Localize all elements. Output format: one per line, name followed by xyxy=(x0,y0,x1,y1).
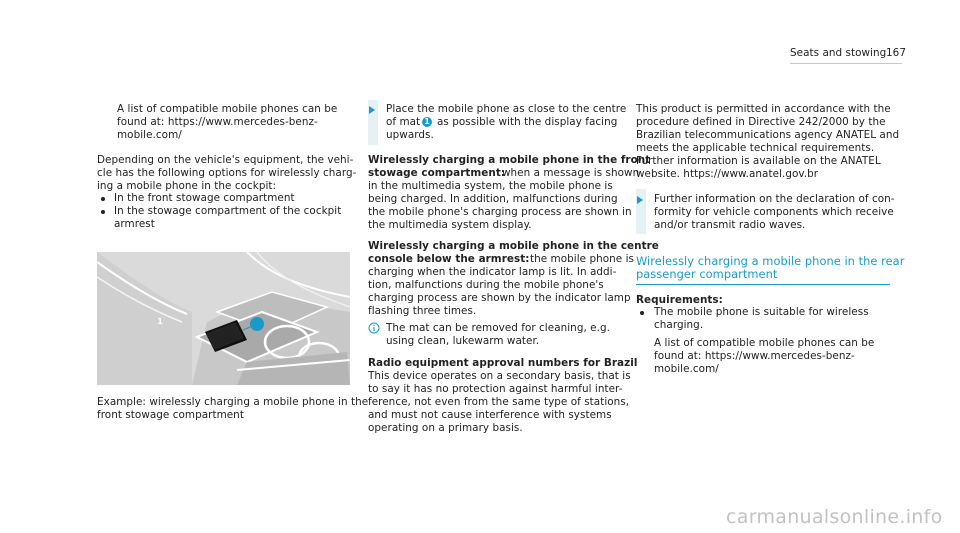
intro-text-1: Depending on the vehicle's equipment, the vehi- xyxy=(97,154,354,166)
brazil-body-4: and must not cause interference with systems xyxy=(368,409,612,421)
running-header: Seats and stowing xyxy=(790,47,887,59)
stowage-compartment-figure xyxy=(97,252,350,385)
compat-text-1: A list of compatible mobile phones can be xyxy=(117,103,338,115)
header-rule xyxy=(790,63,902,64)
front-body-first: when a message is shown xyxy=(502,167,640,179)
step-text-1: Place the mobile phone as close to the centre xyxy=(386,103,627,115)
anatel-text-2: procedure defined in Directive 242/2000 by the xyxy=(636,116,886,128)
figure-callout-1: 1 xyxy=(157,317,163,326)
figure-caption-1: Example: wirelessly charging a mobile phone in the xyxy=(97,396,369,408)
heading-brazil: Radio equipment approval numbers for Brazil xyxy=(368,357,638,369)
heading-armrest-2: console below the armrest: xyxy=(368,253,530,265)
note-text-2: using clean, lukewarm water. xyxy=(386,335,540,347)
armrest-body-3: charging process are shown by the indicator lamp xyxy=(368,292,631,304)
bullet-dot xyxy=(101,197,105,201)
armrest-body-first: the mobile phone is xyxy=(530,253,634,265)
anatel-text-1: This product is permitted in accordance with the xyxy=(636,103,891,115)
section-title-1: Wirelessly charging a mobile phone in the rear xyxy=(636,254,905,268)
brazil-body-3: ference, not even from the same type of stations, xyxy=(368,396,630,408)
bullet-dot xyxy=(101,210,105,214)
step-arrow-icon xyxy=(637,196,643,204)
info-icon xyxy=(368,322,380,337)
step-arrow-icon xyxy=(369,106,375,114)
callout-1-icon: 1 xyxy=(422,117,432,127)
brazil-body-2: to say it has no protection against harmful inter- xyxy=(368,383,623,395)
anatel-text-4: meets the applicable technical requirements. xyxy=(636,142,875,154)
watermark: carmanualsonline.info xyxy=(726,506,943,528)
heading-armrest-1: Wirelessly charging a mobile phone in the centre xyxy=(368,240,659,252)
armrest-body-1: charging when the indicator lamp is lit. In addi- xyxy=(368,266,617,278)
section-rule xyxy=(636,284,890,285)
brazil-body-1: This device operates on a secondary basis, that is xyxy=(368,370,631,382)
anatel-text-5: Further information is available on the ANATEL xyxy=(636,155,881,167)
section-title-2: passenger compartment xyxy=(636,267,778,281)
req-more-3: mobile.com/ xyxy=(654,363,719,375)
armrest-body-2: tion, malfunctions during the mobile phone's xyxy=(368,279,604,291)
step-text-mat: of mat xyxy=(386,116,421,128)
compat-text-2: found at: https://www.mercedes-benz- xyxy=(117,116,318,128)
charging-illustration xyxy=(97,252,350,385)
req-bullet-1: The mobile phone is suitable for wireless xyxy=(654,306,869,318)
front-body-4: the multimedia system display. xyxy=(368,219,532,231)
req-more-2: found at: https://www.mercedes-benz- xyxy=(654,350,855,362)
declaration-text-1: Further information on the declaration of con- xyxy=(654,193,895,205)
bullet-armrest-1: In the stowage compartment of the cockpit xyxy=(114,205,342,217)
front-body-2: being charged. In addition, malfunctions during xyxy=(368,193,618,205)
bullet-armrest-2: armrest xyxy=(114,218,155,230)
declaration-text-3: and/or transmit radio waves. xyxy=(654,219,806,231)
heading-front-compartment-2: stowage compartment: xyxy=(368,167,506,179)
brazil-body-5: operating on a primary basis. xyxy=(368,422,523,434)
intro-text-2: cle has the following options for wirelessly charg- xyxy=(97,167,357,179)
req-more-1: A list of compatible mobile phones can be xyxy=(654,337,875,349)
declaration-text-2: formity for vehicle components which receive xyxy=(654,206,894,218)
requirements-label: Requirements: xyxy=(636,294,723,306)
armrest-body-4: flashing three times. xyxy=(368,305,477,317)
bullet-front-compartment: In the front stowage compartment xyxy=(114,192,295,204)
page-number: 167 xyxy=(886,47,906,59)
heading-front-compartment-1: Wirelessly charging a mobile phone in the front xyxy=(368,154,651,166)
note-text-1: The mat can be removed for cleaning, e.g. xyxy=(386,322,610,334)
front-body-1: in the multimedia system, the mobile phone is xyxy=(368,180,613,192)
front-body-3: the mobile phone's charging process are shown in xyxy=(368,206,632,218)
step-text-3: upwards. xyxy=(386,129,434,141)
anatel-text-6: website. https://www.anatel.gov.br xyxy=(636,168,819,180)
intro-text-3: ing a mobile phone in the cockpit: xyxy=(97,180,277,192)
bullet-dot xyxy=(640,311,644,315)
step-text-2: as possible with the display facing xyxy=(437,116,618,128)
req-bullet-2: charging. xyxy=(654,319,704,331)
compat-text-3: mobile.com/ xyxy=(117,129,182,141)
anatel-text-3: Brazilian telecommunications agency ANATEL and xyxy=(636,129,900,141)
figure-caption-2: front stowage compartment xyxy=(97,409,244,421)
